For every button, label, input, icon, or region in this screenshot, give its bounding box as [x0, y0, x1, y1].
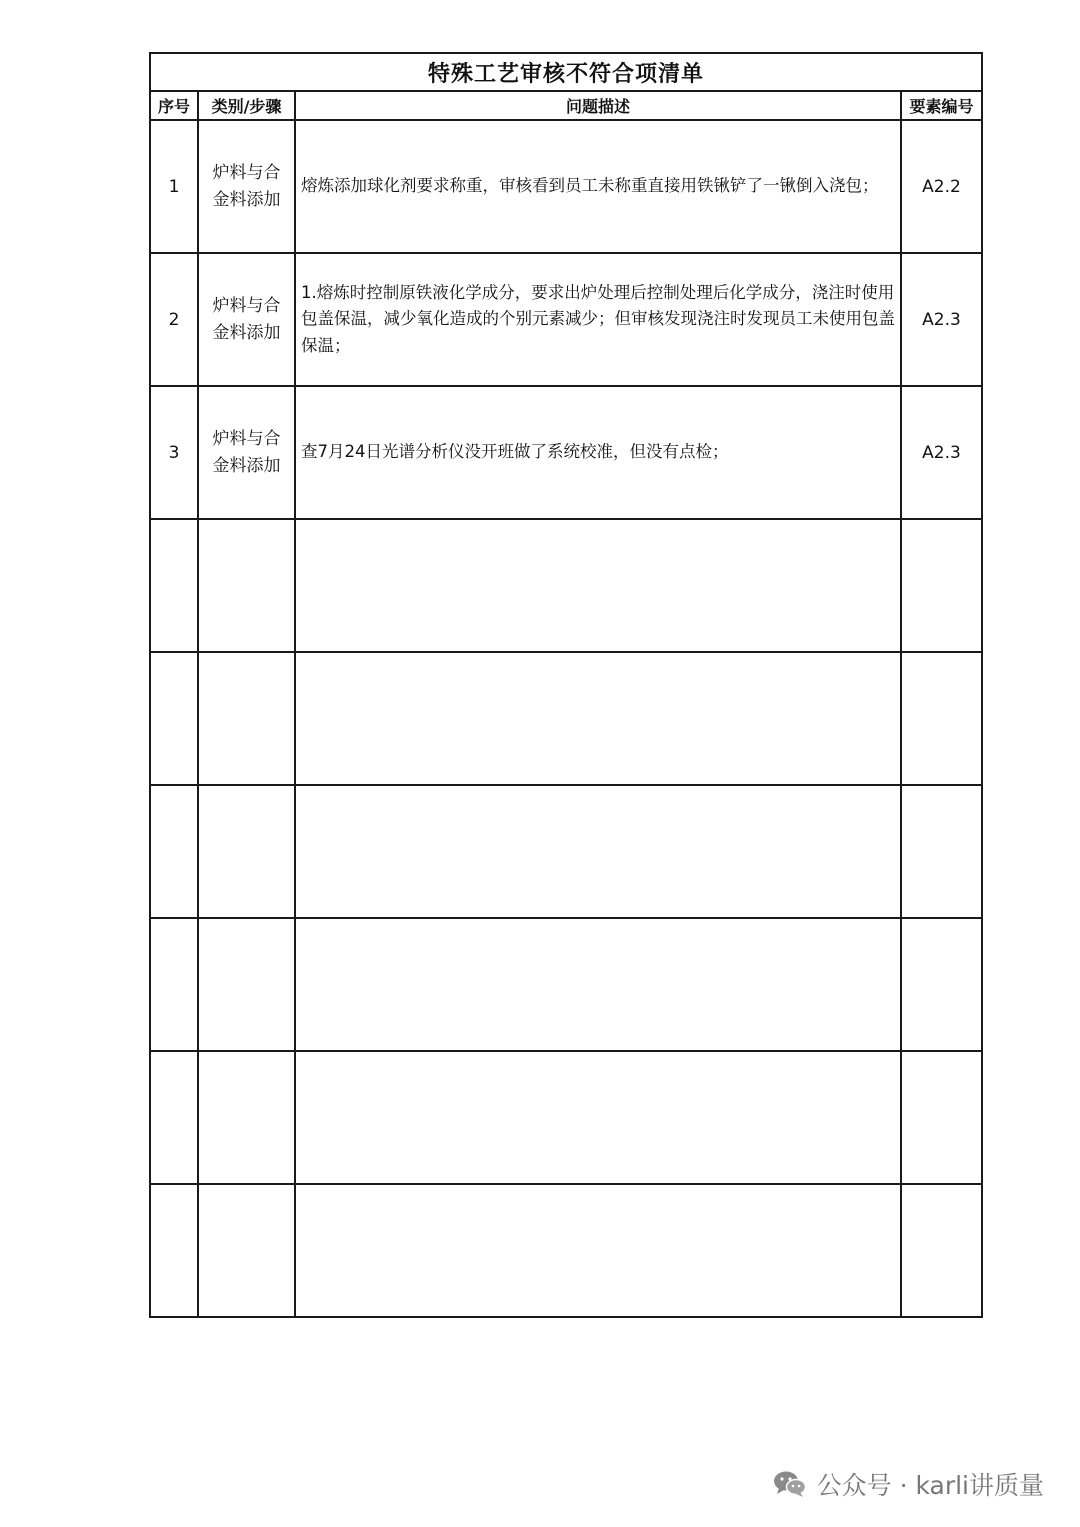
nonconformity-table [149, 52, 983, 1318]
row-category [198, 652, 295, 785]
row-category [198, 1051, 295, 1184]
row-element-code: A2.2 [901, 120, 982, 253]
row-no [150, 918, 198, 1051]
table-row-empty [150, 1184, 982, 1317]
table-title-row [150, 53, 982, 91]
row-no [150, 652, 198, 785]
row-category [198, 519, 295, 652]
table-row-empty [150, 1051, 982, 1184]
row-element-code [901, 785, 982, 918]
row-description [295, 1051, 901, 1184]
row-description [295, 652, 901, 785]
wechat-icon [773, 1470, 807, 1498]
row-description [295, 1184, 901, 1317]
row-no [150, 785, 198, 918]
row-element-code: A2.3 [901, 253, 982, 386]
row-description [295, 519, 901, 652]
row-no [150, 519, 198, 652]
row-category: 炉料与合金料添加 [198, 253, 295, 386]
table-row [150, 386, 982, 519]
row-category [198, 1184, 295, 1317]
row-no [150, 1184, 198, 1317]
row-no: 3 [150, 386, 198, 519]
watermark-text: 公众号 · karli讲质量 [816, 1471, 1044, 1500]
row-no: 1 [150, 120, 198, 253]
row-description: 查7月24日光谱分析仪没开班做了系统校准，但没有点检； [295, 386, 901, 519]
row-element-code: A2.3 [901, 386, 982, 519]
table-header-row [150, 91, 982, 120]
row-description [295, 918, 901, 1051]
header-description: 问题描述 [295, 91, 901, 120]
table-row [150, 253, 982, 386]
row-element-code [901, 1184, 982, 1317]
row-no [150, 1051, 198, 1184]
row-category [198, 918, 295, 1051]
header-element-code: 要素编号 [901, 91, 982, 120]
row-description: 1.熔炼时控制原铁液化学成分，要求出炉处理后控制处理后化学成分，浇注时使用包盖保温，减少氧化造成的个别元素减少；但审核发现浇注时发现员工未使用包盖保温； [295, 253, 901, 386]
row-category: 炉料与合金料添加 [198, 386, 295, 519]
row-description: 熔炼添加球化剂要求称重，审核看到员工未称重直接用铁锹铲了一锹倒入浇包； [295, 120, 901, 253]
row-category [198, 785, 295, 918]
header-category: 类别/步骤 [198, 91, 295, 120]
table-row-empty [150, 785, 982, 918]
watermark [773, 1464, 1044, 1504]
table-row-empty [150, 519, 982, 652]
row-description [295, 785, 901, 918]
table-title: 特殊工艺审核不符合项清单 [150, 53, 982, 91]
table-row-empty [150, 652, 982, 785]
row-element-code [901, 1051, 982, 1184]
row-no: 2 [150, 253, 198, 386]
row-element-code [901, 918, 982, 1051]
table-row [150, 120, 982, 253]
row-element-code [901, 519, 982, 652]
row-category: 炉料与合金料添加 [198, 120, 295, 253]
table-row-empty [150, 918, 982, 1051]
header-no: 序号 [150, 91, 198, 120]
row-element-code [901, 652, 982, 785]
